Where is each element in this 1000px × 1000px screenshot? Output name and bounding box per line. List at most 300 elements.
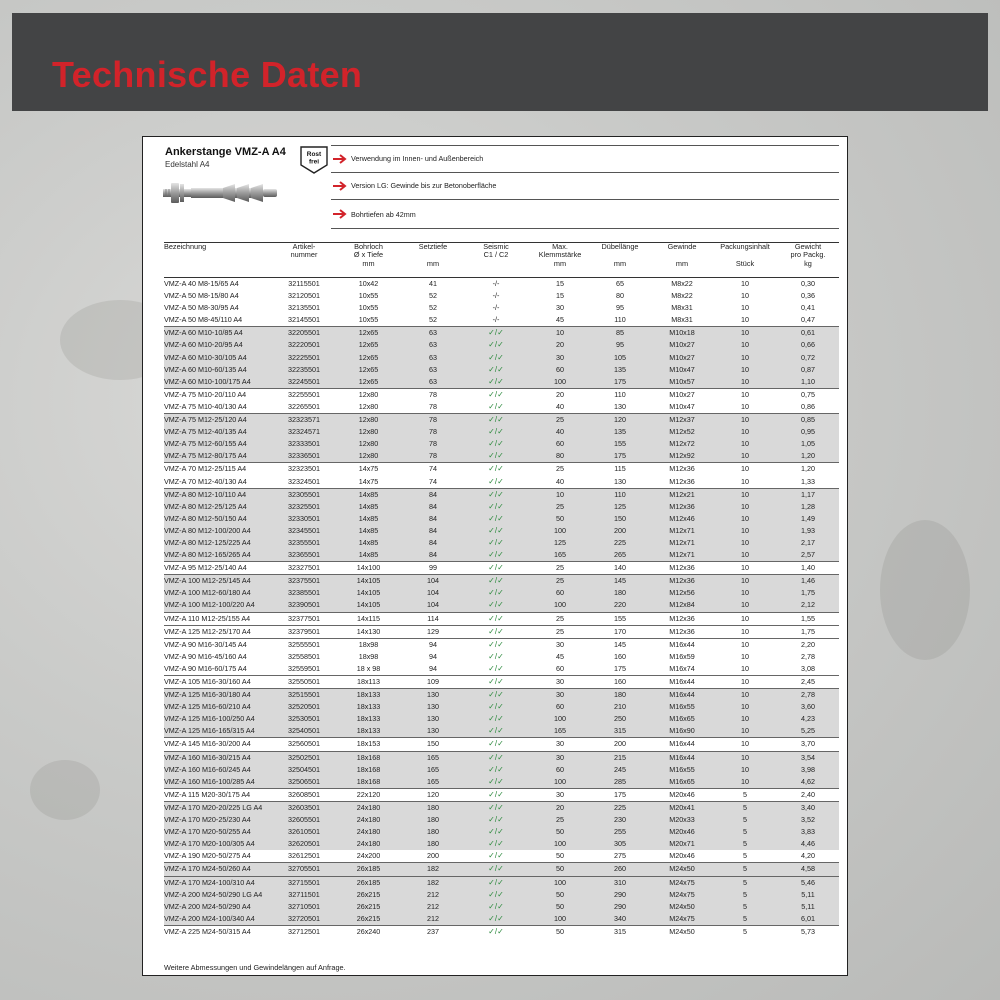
cell-artikelnummer: 32559501 <box>276 663 332 676</box>
cell-gewinde: M8x22 <box>671 291 693 301</box>
cell-bohrloch: 26x215 <box>332 889 405 901</box>
cell-gewinde: M12x71 <box>651 525 713 537</box>
table-row <box>164 876 839 889</box>
cell-artikelnummer: 32245501 <box>276 376 332 389</box>
cell-packungsinhalt: 10 <box>713 713 777 725</box>
cell-duebellaenge: 275 <box>589 850 651 863</box>
column-header-line <box>164 251 276 259</box>
cell-duebellaenge: 175 <box>589 450 651 463</box>
cell-artikelnummer: 32336501 <box>276 450 332 463</box>
cell-duebellaenge: 160 <box>589 676 651 689</box>
cell-gewinde: M10x27 <box>651 352 713 364</box>
cell-gewinde: M16x65 <box>651 776 713 789</box>
anchor-rod-image <box>163 179 283 207</box>
cell-seismic: ✓/✓ <box>461 788 531 801</box>
cell-bezeichnung: VMZ-A 80 M12-100/200 A4 <box>164 525 276 537</box>
cell-duebellaenge: 245 <box>589 764 651 776</box>
cell-bohrloch: 26x185 <box>332 876 405 889</box>
cell-bezeichnung: VMZ-A 170 M24-50/260 A4 <box>164 863 276 876</box>
cell-seismic: -/- <box>461 314 531 327</box>
cell-duebellaenge: 145 <box>589 575 651 588</box>
cell-seismic: ✓/✓ <box>461 352 531 364</box>
cell-gewicht: 2,57 <box>777 549 839 562</box>
cell-packungsinhalt: 10 <box>713 376 777 389</box>
column-header-line: Gewinde <box>667 242 697 251</box>
cell-artikelnummer: 32620501 <box>276 838 332 850</box>
cell-seismic: ✓/✓ <box>461 476 531 489</box>
cell-seismic: ✓/✓ <box>461 376 531 389</box>
cell-bohrloch: 12x65 <box>332 364 405 376</box>
column-header-line <box>276 260 332 268</box>
cell-artikelnummer: 32324501 <box>276 476 332 489</box>
cell-bohrloch: 12x65 <box>332 352 405 364</box>
cell-bezeichnung: VMZ-A 80 M12-165/265 A4 <box>164 549 276 562</box>
cell-packungsinhalt: 10 <box>713 764 777 776</box>
cell-gewicht: 4,62 <box>777 776 839 789</box>
cell-setztiefe: 182 <box>405 863 461 876</box>
column-header-line: mm <box>553 258 567 268</box>
cell-gewinde: M10x18 <box>651 327 713 340</box>
cell-seismic: ✓/✓ <box>461 838 531 850</box>
cell-klemmstaerke: 60 <box>531 663 589 676</box>
table-row <box>164 549 839 562</box>
cell-bohrloch: 14x75 <box>358 464 379 474</box>
cell-setztiefe: 74 <box>405 476 461 489</box>
cell-seismic: ✓/✓ <box>461 339 531 351</box>
column-header-seismic <box>461 243 531 278</box>
table-header-row <box>164 243 839 278</box>
table-row <box>164 713 839 725</box>
cell-setztiefe: 130 <box>405 689 461 702</box>
cell-gewinde: M12x36 <box>651 575 713 588</box>
column-header-line: kg <box>804 258 812 268</box>
cell-seismic: ✓/✓ <box>461 663 531 676</box>
cell-bohrloch: 14x100 <box>332 562 405 575</box>
feature-text: Verwendung im Innen- und Außenbereich <box>351 154 484 163</box>
cell-bohrloch: 24x180 <box>332 801 405 814</box>
cell-gewicht: 3,83 <box>777 826 839 838</box>
cell-klemmstaerke: 60 <box>531 364 589 376</box>
cell-gewicht: 3,60 <box>777 701 839 713</box>
cell-packungsinhalt: 10 <box>741 389 749 399</box>
table-row <box>164 438 839 450</box>
technical-data-table <box>164 242 839 938</box>
cell-gewicht: 0,86 <box>777 401 839 414</box>
cell-seismic: ✓/✓ <box>461 612 531 625</box>
cell-klemmstaerke: 45 <box>556 651 564 661</box>
cell-seismic: ✓/✓ <box>461 901 531 913</box>
cell-gewicht: 1,55 <box>777 612 839 625</box>
cell-bezeichnung: VMZ-A 190 M20-50/275 A4 <box>164 850 276 863</box>
cell-seismic: -/- <box>461 278 531 291</box>
cell-bezeichnung: VMZ-A 60 M10-100/175 A4 <box>164 376 276 389</box>
cell-bohrloch: 18x133 <box>332 689 405 702</box>
cell-bohrloch: 26x215 <box>332 913 405 926</box>
cell-duebellaenge: 215 <box>589 751 651 764</box>
cell-bohrloch: 24x200 <box>332 850 405 863</box>
cell-gewicht: 1,10 <box>777 376 839 389</box>
cell-bezeichnung: VMZ-A 170 M20-50/255 A4 <box>164 826 276 838</box>
cell-setztiefe: 180 <box>405 814 461 826</box>
cell-gewinde: M20x46 <box>651 788 713 801</box>
cell-gewinde: M16x90 <box>651 725 713 738</box>
cell-seismic: ✓/✓ <box>461 513 531 525</box>
cell-packungsinhalt: 10 <box>741 464 749 474</box>
cell-gewinde: M20x46 <box>651 850 713 863</box>
cell-setztiefe: 120 <box>405 788 461 801</box>
cell-setztiefe: 130 <box>405 701 461 713</box>
feature-item <box>331 145 839 173</box>
cell-seismic: ✓/✓ <box>461 414 531 427</box>
cell-gewicht: 4,46 <box>777 838 839 850</box>
cell-gewinde: M16x44 <box>651 676 713 689</box>
cell-setztiefe: 84 <box>405 501 461 513</box>
cell-klemmstaerke: 25 <box>531 562 589 575</box>
cell-duebellaenge: 230 <box>589 814 651 826</box>
cell-duebellaenge: 65 <box>589 278 651 291</box>
cell-setztiefe: 165 <box>405 776 461 789</box>
table-row <box>164 676 839 689</box>
product-subtitle: Edelstahl A4 <box>165 160 210 169</box>
cell-seismic: ✓/✓ <box>461 625 531 638</box>
cell-bezeichnung: VMZ-A 70 M12-25/115 A4 <box>164 464 247 474</box>
cell-packungsinhalt: 10 <box>741 303 749 313</box>
table-row <box>164 587 839 599</box>
cell-bohrloch: 12x65 <box>332 339 405 351</box>
cell-bezeichnung: VMZ-A 110 M12-25/155 A4 <box>164 612 276 625</box>
cell-seismic: ✓/✓ <box>461 676 531 689</box>
cell-duebellaenge: 265 <box>589 549 651 562</box>
cell-klemmstaerke: 30 <box>531 751 589 764</box>
cell-bezeichnung: VMZ-A 50 M8-45/110 A4 <box>164 314 276 327</box>
cell-klemmstaerke: 100 <box>531 599 589 612</box>
cell-bohrloch: 14x105 <box>332 599 405 612</box>
cell-bezeichnung: VMZ-A 200 M24-50/290 LG A4 <box>164 889 276 901</box>
cell-bezeichnung: VMZ-A 80 M12-125/225 A4 <box>164 537 276 549</box>
cell-seismic: ✓/✓ <box>488 926 504 936</box>
cell-gewicht: 2,45 <box>777 676 839 689</box>
cell-duebellaenge: 110 <box>589 314 651 327</box>
cell-artikelnummer: 32720501 <box>276 913 332 926</box>
cell-setztiefe: 114 <box>405 612 461 625</box>
table-row <box>164 751 839 764</box>
cell-gewicht: 0,30 <box>777 278 839 291</box>
cell-bohrloch: 12x80 <box>332 450 405 463</box>
column-header-line: Ø x Tiefe <box>353 250 384 260</box>
cell-bezeichnung: VMZ-A 200 M24-100/340 A4 <box>164 913 276 926</box>
feature-item <box>331 173 839 200</box>
cell-seismic: ✓/✓ <box>461 701 531 713</box>
cell-setztiefe: 200 <box>405 850 461 863</box>
table-row <box>164 889 839 901</box>
red-arrow-icon <box>333 181 347 191</box>
cell-setztiefe: 41 <box>405 278 461 291</box>
cell-duebellaenge: 180 <box>589 689 651 702</box>
cell-gewicht: 0,36 <box>801 291 815 301</box>
column-header-line: Max. <box>552 242 568 251</box>
table-body <box>164 278 839 938</box>
table-row <box>164 501 839 513</box>
cell-packungsinhalt: 10 <box>713 450 777 463</box>
cell-duebellaenge: 110 <box>614 389 626 399</box>
cell-packungsinhalt: 10 <box>713 364 777 376</box>
cell-setztiefe: 212 <box>405 889 461 901</box>
cell-bezeichnung: VMZ-A 115 M20-30/175 A4 <box>164 788 276 801</box>
cell-gewinde: M12x71 <box>651 549 713 562</box>
cell-gewicht: 2,20 <box>801 639 815 649</box>
cell-setztiefe: 99 <box>405 562 461 575</box>
table-row <box>164 738 839 751</box>
cell-bezeichnung: VMZ-A 90 M16-45/160 A4 <box>164 651 247 661</box>
table-row <box>164 764 839 776</box>
cell-klemmstaerke: 60 <box>531 764 589 776</box>
cell-bezeichnung: VMZ-A 100 M12-100/220 A4 <box>164 599 276 612</box>
cell-bohrloch: 18x113 <box>332 676 405 689</box>
cell-artikelnummer: 32327501 <box>276 562 332 575</box>
cell-bohrloch: 10x55 <box>358 303 379 313</box>
cell-gewicht: 2,78 <box>801 651 815 661</box>
cell-bezeichnung: VMZ-A 160 M16-100/285 A4 <box>164 776 276 789</box>
cell-klemmstaerke: 25 <box>531 414 589 427</box>
column-header-line: Bezeichnung <box>164 242 207 251</box>
cell-bohrloch: 18x168 <box>332 776 405 789</box>
table-row <box>164 352 839 364</box>
cell-gewicht: 2,17 <box>777 537 839 549</box>
cell-packungsinhalt: 10 <box>713 738 777 751</box>
cell-klemmstaerke: 100 <box>531 913 589 926</box>
cell-setztiefe: 84 <box>405 513 461 525</box>
cell-klemmstaerke: 60 <box>531 701 589 713</box>
table-row <box>164 788 839 801</box>
cell-artikelnummer: 32305501 <box>276 488 332 501</box>
cell-gewicht: 1,20 <box>777 450 839 463</box>
cell-artikelnummer: 32555501 <box>288 639 320 649</box>
cell-artikelnummer: 32530501 <box>276 713 332 725</box>
red-arrow-icon <box>333 154 347 164</box>
cell-seismic: ✓/✓ <box>461 889 531 901</box>
cell-klemmstaerke: 30 <box>531 738 589 751</box>
cell-gewicht: 0,61 <box>777 327 839 340</box>
cell-artikelnummer: 32711501 <box>276 889 332 901</box>
cell-seismic: ✓/✓ <box>461 764 531 776</box>
cell-artikelnummer: 32135501 <box>288 303 320 313</box>
table-row <box>164 863 839 876</box>
cell-bezeichnung: VMZ-A 50 M8-30/95 A4 <box>164 303 239 313</box>
cell-packungsinhalt: 10 <box>713 562 777 575</box>
table-row <box>164 663 839 676</box>
cell-packungsinhalt: 10 <box>713 327 777 340</box>
cell-bohrloch: 26x185 <box>332 863 405 876</box>
cell-packungsinhalt: 10 <box>741 291 749 301</box>
cell-duebellaenge: 85 <box>589 327 651 340</box>
cell-artikelnummer: 32375501 <box>276 575 332 588</box>
cell-duebellaenge: 80 <box>616 291 624 301</box>
cell-seismic: ✓/✓ <box>461 599 531 612</box>
cell-setztiefe: 63 <box>405 339 461 351</box>
cell-bohrloch: 18x133 <box>332 713 405 725</box>
table-row <box>164 701 839 713</box>
cell-seismic: ✓/✓ <box>461 575 531 588</box>
cell-packungsinhalt: 10 <box>713 426 777 438</box>
cell-gewicht: 6,01 <box>777 913 839 926</box>
cell-setztiefe: 150 <box>405 738 461 751</box>
cell-gewinde: M16x74 <box>651 663 713 676</box>
column-header-line: Setztiefe <box>418 242 448 251</box>
cell-artikelnummer: 32504501 <box>276 764 332 776</box>
cell-gewinde: M24x50 <box>651 863 713 876</box>
cell-duebellaenge: 110 <box>589 488 651 501</box>
cell-gewinde: M10x47 <box>651 401 713 414</box>
column-header-line: Artikel- <box>292 242 316 251</box>
cell-klemmstaerke: 60 <box>531 438 589 450</box>
cell-bohrloch: 14x85 <box>332 525 405 537</box>
cell-setztiefe: 104 <box>405 575 461 588</box>
cell-packungsinhalt: 10 <box>713 513 777 525</box>
cell-seismic: ✓/✓ <box>488 639 504 649</box>
cell-klemmstaerke: 50 <box>531 513 589 525</box>
cell-gewicht: 4,20 <box>777 850 839 863</box>
cell-packungsinhalt: 10 <box>713 414 777 427</box>
cell-setztiefe: 94 <box>429 651 437 661</box>
cell-bohrloch: 24x180 <box>332 814 405 826</box>
cell-artikelnummer: 32205501 <box>276 327 332 340</box>
cell-duebellaenge: 155 <box>589 438 651 450</box>
cell-bohrloch: 14x115 <box>332 612 405 625</box>
cell-klemmstaerke: 100 <box>531 713 589 725</box>
cell-artikelnummer: 32235501 <box>276 364 332 376</box>
column-header-line: pro Packg. <box>790 250 826 260</box>
cell-setztiefe: 84 <box>405 537 461 549</box>
cell-duebellaenge: 210 <box>589 701 651 713</box>
cell-gewinde: M10x27 <box>669 389 695 399</box>
cell-setztiefe: 180 <box>405 801 461 814</box>
cell-gewicht: 0,75 <box>801 389 815 399</box>
cell-bohrloch: 12x80 <box>332 438 405 450</box>
cell-seismic: ✓/✓ <box>461 713 531 725</box>
cell-gewinde: M12x46 <box>651 513 713 525</box>
table-row <box>164 562 839 575</box>
cell-gewicht: 3,08 <box>777 663 839 676</box>
cell-setztiefe: 94 <box>429 639 437 649</box>
cell-seismic: ✓/✓ <box>488 651 504 661</box>
cell-gewicht: 5,11 <box>777 901 839 913</box>
cell-seismic: ✓/✓ <box>488 464 504 474</box>
cell-seismic: ✓/✓ <box>461 501 531 513</box>
cell-setztiefe: 63 <box>405 364 461 376</box>
table-row <box>164 801 839 814</box>
cell-setztiefe: 130 <box>405 725 461 738</box>
cell-duebellaenge: 310 <box>589 876 651 889</box>
cell-seismic: ✓/✓ <box>461 438 531 450</box>
cell-gewinde: M12x92 <box>651 450 713 463</box>
cell-setztiefe: 84 <box>405 549 461 562</box>
cell-bezeichnung: VMZ-A 170 M24-100/310 A4 <box>164 876 276 889</box>
cell-gewinde: M24x50 <box>651 901 713 913</box>
table-row <box>164 302 839 314</box>
cell-gewinde: M24x75 <box>651 889 713 901</box>
cell-duebellaenge: 130 <box>589 401 651 414</box>
cell-setztiefe: 52 <box>405 314 461 327</box>
cell-bezeichnung: VMZ-A 125 M16-165/315 A4 <box>164 725 276 738</box>
cell-duebellaenge: 120 <box>589 414 651 427</box>
table-row <box>164 525 839 537</box>
cell-artikelnummer: 32705501 <box>276 863 332 876</box>
cell-gewicht: 3,52 <box>777 814 839 826</box>
cell-artikelnummer: 32540501 <box>276 725 332 738</box>
cell-gewinde: M20x41 <box>651 801 713 814</box>
cell-klemmstaerke: 25 <box>531 501 589 513</box>
cell-packungsinhalt: 5 <box>713 850 777 863</box>
cell-bohrloch: 26x240 <box>356 926 381 936</box>
cell-duebellaenge: 250 <box>589 713 651 725</box>
cell-gewinde: M12x84 <box>651 599 713 612</box>
cell-seismic: ✓/✓ <box>461 738 531 751</box>
cell-gewinde: M20x46 <box>651 826 713 838</box>
cell-seismic: -/- <box>492 303 500 313</box>
cell-packungsinhalt: 10 <box>713 549 777 562</box>
footnote: Weitere Abmessungen und Gewindelängen auf Anfrage. <box>164 963 346 972</box>
cell-setztiefe: 52 <box>429 291 437 301</box>
cell-seismic: ✓/✓ <box>488 389 504 399</box>
cell-artikelnummer: 32330501 <box>276 513 332 525</box>
cell-packungsinhalt: 10 <box>713 501 777 513</box>
cell-duebellaenge: 305 <box>589 838 651 850</box>
cell-bohrloch: 14x75 <box>332 476 405 489</box>
cell-gewicht: 5,46 <box>777 876 839 889</box>
cell-klemmstaerke: 100 <box>531 838 589 850</box>
cell-packungsinhalt: 10 <box>713 676 777 689</box>
cell-klemmstaerke: 25 <box>531 625 589 638</box>
cell-gewinde: M16x44 <box>669 639 695 649</box>
cell-gewicht: 0,85 <box>777 414 839 427</box>
cell-packungsinhalt: 10 <box>713 663 777 676</box>
cell-gewicht: 0,95 <box>777 426 839 438</box>
cell-duebellaenge: 220 <box>589 599 651 612</box>
cell-packungsinhalt: 10 <box>713 689 777 702</box>
cell-bohrloch: 12x80 <box>332 426 405 438</box>
cell-gewicht: 3,98 <box>777 764 839 776</box>
cell-setztiefe: 63 <box>405 376 461 389</box>
cell-artikelnummer: 32345501 <box>276 525 332 537</box>
cell-gewicht: 1,28 <box>777 501 839 513</box>
cell-gewinde: M16x44 <box>651 689 713 702</box>
cell-packungsinhalt: 5 <box>713 863 777 876</box>
cell-gewicht: 0,87 <box>777 364 839 376</box>
cell-bohrloch: 18x168 <box>332 764 405 776</box>
cell-duebellaenge: 225 <box>589 801 651 814</box>
cell-duebellaenge: 95 <box>589 339 651 351</box>
cell-klemmstaerke: 30 <box>531 788 589 801</box>
cell-duebellaenge: 315 <box>589 725 651 738</box>
cell-duebellaenge: 135 <box>589 364 651 376</box>
cell-packungsinhalt: 10 <box>741 639 749 649</box>
column-header-setztiefe <box>405 243 461 278</box>
cell-packungsinhalt: 10 <box>713 488 777 501</box>
cell-gewinde: M12x36 <box>651 612 713 625</box>
cell-gewinde: M12x36 <box>651 476 713 489</box>
cell-bohrloch: 18x133 <box>332 725 405 738</box>
cell-duebellaenge: 255 <box>589 826 651 838</box>
feature-item <box>331 200 839 229</box>
cell-seismic: ✓/✓ <box>461 751 531 764</box>
cell-artikelnummer: 32255501 <box>288 389 320 399</box>
cell-setztiefe: 104 <box>405 599 461 612</box>
column-header-line: Klemmstärke <box>538 250 582 260</box>
cell-bezeichnung: VMZ-A 90 M16-60/175 A4 <box>164 663 276 676</box>
cell-klemmstaerke: 25 <box>531 575 589 588</box>
cell-klemmstaerke: 30 <box>556 639 564 649</box>
cell-artikelnummer: 32325501 <box>276 501 332 513</box>
